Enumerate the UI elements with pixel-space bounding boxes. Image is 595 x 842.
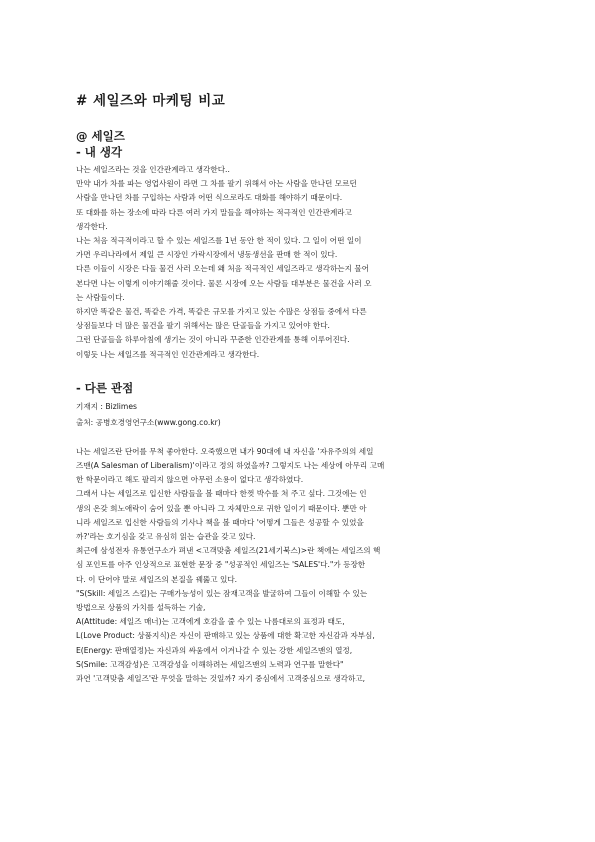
source-line: 출처: 공병호경영연구소(www.gong.co.kr)	[76, 417, 221, 427]
paragraph: 나는 처음 적극적이라고 할 수 있는 세일즈를 1년 동안 한 적이 있다. 그 일이 어떤 일이 가면 우리나라에서 제일 큰 시장인 가락시장에서 냉동생선을 판매 한 적이 있다.	[76, 236, 362, 260]
spacer	[76, 362, 520, 380]
spacer	[76, 431, 520, 445]
document-body	[76, 92, 520, 686]
magazine-line: 기재지 : Bizlimes	[76, 401, 137, 411]
paragraph: 그래서 나는 세일즈로 입신한 사람들을 볼 때마다 한껏 박수를 쳐 주고 싶다. 그것에는 인 생의 온갖 희노애락이 숨어 있을 뿐 아니라 그 자체만으로 귀한 일이기 때문이다. 뿐만 아 니라 세일즈로 입신한 사람들의 기사나 책을 볼 때마다 '어떻게 그들은 성공할 수 있었을 까?'라는 호기심을 갖고 유심히 읽는 습관을 갖고 있다.	[76, 489, 367, 542]
paragraph: "S(Skill: 세일즈 스킬)는 구매가능성이 있는 잠재고객을 발굴하여 그들이 이해할 수 있는 방법으로 상품의 가치를 설득하는 기술, A(Attitude: 세일즈 매너)는 고객에게 호감을 줄 수 있는 나름대로의 표정과 태도, L(Love Product: 상품지식)은 자신이 판매하고 있는 상품에 대한 확고한 자신감과 자부심, E(Energy: 판매열정)는 자신과의 싸움에서 이겨나갈 수 있는 강한 세일즈맨의 열정, S(Smile: 고객감성)은 고객감성을 이해하려는 세일즈맨의 노력과 연구를 말한다"	[76, 588, 375, 669]
subheading-other-view: - 다른 관점	[76, 380, 134, 395]
section-heading-sales: @ 세일즈	[76, 129, 125, 143]
paragraph: 나는 세일즈란 단어를 무척 좋아한다. 오죽했으면 내가 90대에 내 자신을 '자유주의의 세일 즈맨(A Salesman of Liberalism)'이라고 정의 하였을까? 그렇지도 나는 세상에 아무리 고매 한 학문이라고 해도 팔리지 않으면 아무런 소용이 없다고 생각하였다.	[76, 446, 385, 485]
document-title: # 세일즈와 마케팅 비교	[76, 93, 226, 109]
paragraph: 과연 '고객맞춤 세일즈'란 무엇을 말하는 것일까? 자기 중심에서 고객중심으로 생각하고,	[76, 674, 366, 684]
paragraph: 다른 이들이 시장은 다들 물건 사러 오는데 왜 처음 적극적인 세일즈라고 생각하는지 물어 본다면 나는 이렇게 이야기해줄 것이다. 물론 시장에 오는 사람들 대부분은 물건을 사러 오 는 사람들이다.	[76, 264, 372, 302]
paragraph: 하지만 똑같은 물건, 똑같은 가격, 똑같은 규모를 가지고 있는 수많은 상점들 중에서 다른 상점들보다 더 많은 물건을 팔기 위해서는 많은 단골들을 가지고 있어야 한다. 그런 단골들을 하루아침에 생기는 것이 아니라 꾸준한 인간관계를 통해 이루어진다. 이렇듯 나는 세일즈를 적극적인 인간관계라고 생각한다.	[76, 307, 367, 359]
paragraph: 최근에 삼성전자 유통연구소가 펴낸 <고객맞춤 세일즈(21세기북스)>란 책에는 세일즈의 핵 심 포인트를 아주 인상적으로 표현한 문장 중 "성공적인 세일즈는 'SALES'다."가 등장한 다. 이 단어야 말로 세일즈의 본질을 꿰뚫고 있다.	[76, 546, 381, 584]
subheading-own-view: - 내 생각	[76, 145, 123, 159]
paragraph: 나는 세일즈라는 것을 인간관계라고 생각한다.. 만약 내가 차를 파는 영업사원이 라면 그 차를 팔기 위해서 아는 사람을 만나던 모르던 사람을 만나던 차를 구입하는 사람과 어떤 식으로라도 대화를 해야하기 때문이다. 또 대화를 하는 장소에 따라 다른 여러 가지 말들을 해야하는 적극적인 인간관계라고 생각한다.	[76, 165, 357, 231]
